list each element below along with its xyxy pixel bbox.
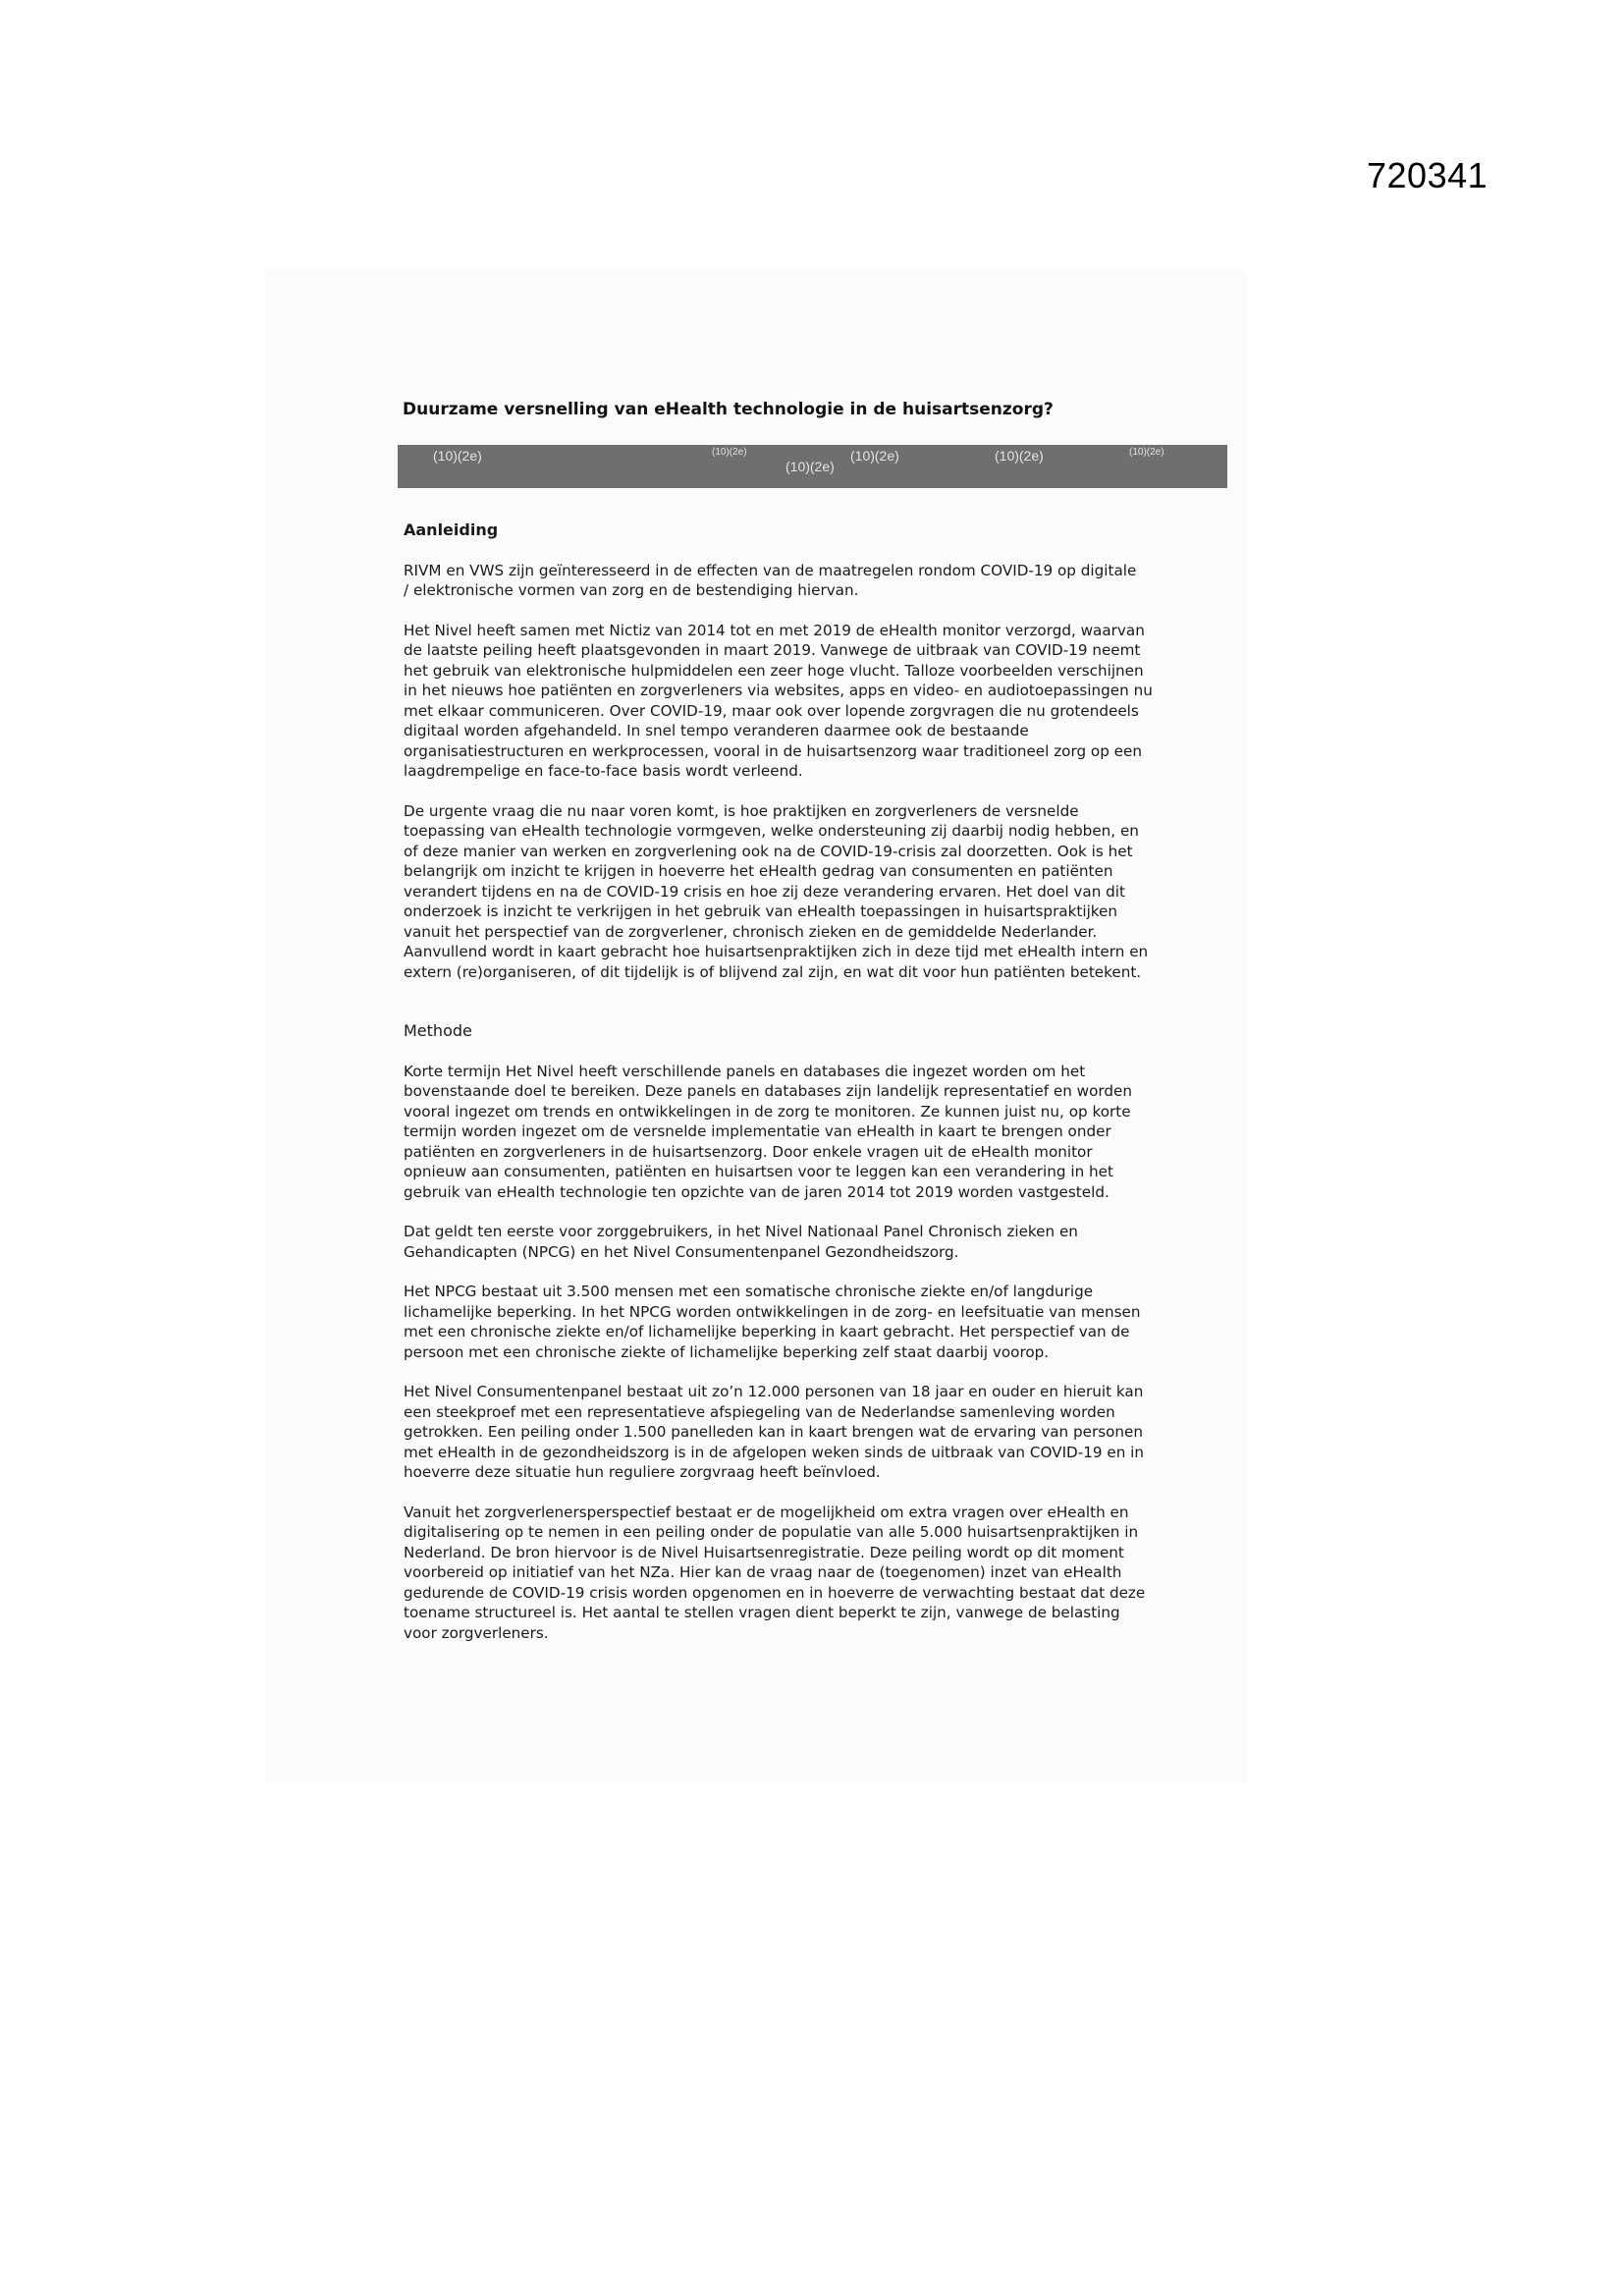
redaction-bar bbox=[398, 445, 1227, 488]
paragraph: Vanuit het zorgverlenersperspectief bestaat er de mogelijkheid om extra vragen over eHealth en digitalisering op te nemen in een peiling onder de populatie van alle 5.000 huisartsenpraktijken in Nederland. De bron hiervoor is de Nivel Huisartsenregistratie. Deze peiling wordt op dit moment voorbereid op initiatief van het NZa. Hier kan de vraag naar de (toegenomen) inzet van eHealth gedurende de COVID-19 crisis worden opgenomen en in hoeverre de verwachting bestaat dat deze toename structureel is. Het aantal te stellen vragen dient beperkt te zijn, vanwege de belasting voor zorgverleners. bbox=[404, 1503, 1146, 1642]
redaction-label: (10)(2e) bbox=[712, 447, 747, 458]
section-heading-methode: Methode bbox=[404, 1021, 472, 1040]
redaction-label: (10)(2e) bbox=[785, 459, 835, 474]
paragraph: Het Nivel heeft samen met Nictiz van 2014 tot en met 2019 de eHealth monitor verzorgd, waarvan de laatste peiling heeft plaatsgevonden in maart 2019. Vanwege de uitbraak van COVID-19 neemt het gebruik van elektronische hulpmiddelen een zeer hoge vlucht. Talloze voorbeelden verschijnen in het nieuws hoe patiënten en zorgverleners via websites, apps en video- en audiotoepassingen nu met elkaar communiceren. Over COVID-19, maar ook over lopende zorgvragen die nu grotendeels digitaal worden afgehandeld. In snel tempo veranderen daarmee ook de bestaande organisatiestructuren en werkprocessen, vooral in de huisartsenzorg waar traditioneel zorg op een laagdrempelige en face-to-face basis wordt verleend. bbox=[404, 621, 1153, 780]
redaction-label: (10)(2e) bbox=[995, 448, 1044, 464]
redaction-label: (10)(2e) bbox=[850, 448, 899, 464]
paragraph: Het NPCG bestaat uit 3.500 mensen met een somatische chronische ziekte en/of langdurige lichamelijke beperking. In het NPCG worden ontwikkelingen in de zorg- en leefsituatie van mensen met een chronische ziekte en/of lichamelijke beperking in kaart gebracht. Het perspectief van de persoon met een chronische ziekte of lichamelijke beperking zelf staat daarbij voorop. bbox=[404, 1283, 1141, 1361]
redaction-label: (10)(2e) bbox=[433, 448, 482, 464]
section-spacer bbox=[404, 1002, 1243, 1021]
document-title: Duurzame versnelling van eHealth technologie in de huisartsenzorg? bbox=[403, 400, 1054, 419]
paragraph: Korte termijn Het Nivel heeft verschillende panels en databases die ingezet worden om het bovenstaande doel te bereiken. Deze panels en databases zijn landelijk representatief en worden vooral ingezet om trends en ontwikkelingen in de zorg te monitoren. Ze kunnen juist nu, op korte termijn worden ingezet om de versnelde implementatie van eHealth in kaart te brengen onder patiënten en zorgverleners in de huisartsenzorg. Door enkele vragen uit de eHealth monitor opnieuw aan consumenten, patiënten en huisartsen voor te leggen kan een verandering in het gebruik van eHealth technologie ten opzichte van de jaren 2014 tot 2019 worden vastgesteld. bbox=[404, 1062, 1132, 1201]
document-number: 720341 bbox=[1367, 155, 1489, 195]
document-body bbox=[404, 520, 1243, 1663]
paragraph: RIVM en VWS zijn geïnteresseerd in de effecten van de maatregelen rondom COVID-19 op digitale / elektronische vormen van zorg en de bestendiging hiervan. bbox=[404, 561, 1137, 599]
redaction-label: (10)(2e) bbox=[1129, 447, 1164, 458]
section-heading-aanleiding: Aanleiding bbox=[404, 520, 499, 539]
paragraph: De urgente vraag die nu naar voren komt, is hoe praktijken en zorgverleners de versnelde toepassing van eHealth technologie vormgeven, welke ondersteuning zij daarbij nodig hebben, en of deze manier van werken en zorgverlening ook na de COVID-19-crisis zal doorzetten. Ook is het belangrijk om inzicht te krijgen in hoeverre het eHealth gedrag van consumenten en patiënten verandert tijdens en na de COVID-19 crisis en hoe zij deze verandering ervaren. Het doel van dit onderzoek is inzicht te verkrijgen in het gebruik van eHealth toepassingen in huisartspraktijken vanuit het perspectief van de zorgverlener, chronisch zieken en de gemiddelde Nederlander. Aanvullend wordt in kaart gebracht hoe huisartsenpraktijken zich in deze tijd met eHealth intern en extern (re)organiseren, of dit tijdelijk is of blijvend zal zijn, en wat dit voor hun patiënten betekent. bbox=[404, 801, 1149, 981]
paragraph: Dat geldt ten eerste voor zorggebruikers, in het Nivel Nationaal Panel Chronisch zieken en Gehandicapten (NPCG) en het Nivel Consumentenpanel Gezondheidszorg. bbox=[404, 1223, 1078, 1261]
paragraph: Het Nivel Consumentenpanel bestaat uit zo’n 12.000 personen van 18 jaar en ouder en hieruit kan een steekproef met een representatieve afspiegeling van de Nederlandse samenleving worden getrokken. Een peiling onder 1.500 panelleden kan in kaart brengen wat de ervaring van personen met eHealth in de gezondheidszorg is in de afgelopen weken sinds de uitbraak van COVID-19 en in hoeverre deze situatie hun reguliere zorgvraag heeft beïnvloed. bbox=[404, 1383, 1145, 1481]
